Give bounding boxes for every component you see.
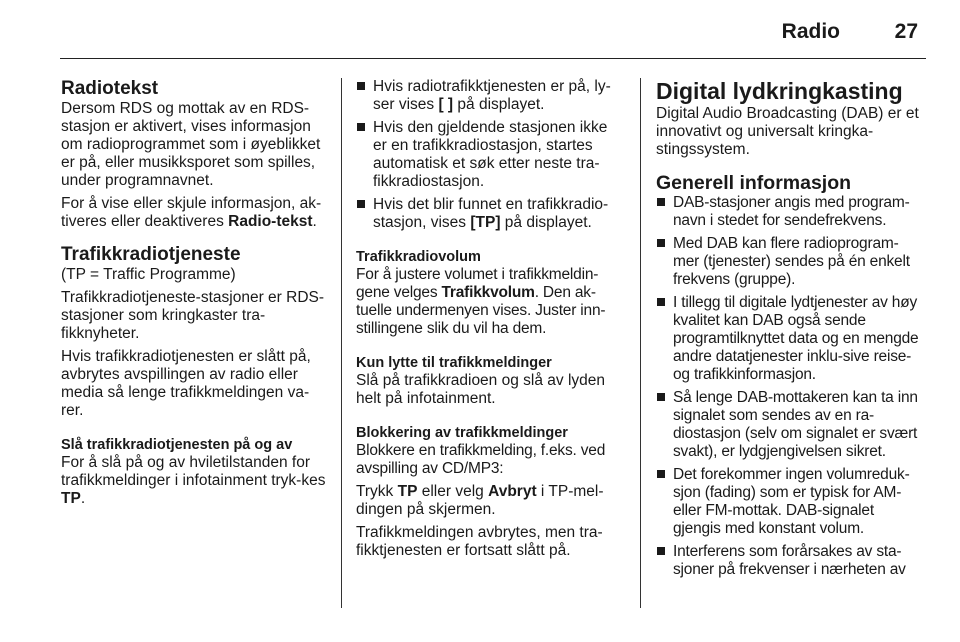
bullet-icon	[357, 82, 365, 90]
text: I tillegg til digitale lydtjenester av høy kvalitet kan DAB også sende programtilknyttet data og en mengde andre datatjenester inklu-sive reise- og trafikkinformasjon.	[673, 294, 919, 383]
paragraph: Digital Audio Broadcasting (DAB) er et innovativt og universalt kringka-stingssystem.	[656, 105, 919, 158]
bullet-icon	[657, 239, 665, 247]
section-title: Radio	[781, 20, 840, 43]
paragraph: Blokkere en trafikkmelding, f.eks. ved avspilling av CD/MP3:	[356, 442, 606, 477]
page-number: 27	[894, 20, 918, 43]
text: eller velg	[417, 483, 489, 500]
text: For å vise eller skjule informasjon, ak-tiveres eller deaktiveres	[61, 195, 322, 230]
text: Trykk	[356, 483, 398, 500]
text: . Den ak-tuelle undermenyen vises. Juster inn-stillingene slik du vil ha dem.	[356, 284, 606, 337]
onoff-heading: Slå trafikkradiotjenesten på og av	[61, 437, 293, 453]
bullet-icon	[657, 298, 665, 306]
bullet-icon	[357, 200, 365, 208]
text: på displayet.	[500, 214, 592, 231]
list-item	[656, 543, 924, 579]
text: Hvis radiotrafikktjenesten er på, ly-ser vises	[373, 78, 611, 113]
button-term: TP	[397, 483, 418, 500]
paragraph: (TP = Traffic Programme)	[61, 266, 236, 283]
list-item	[356, 119, 623, 191]
text: Hvis det blir funnet en trafikkradio-stasjon, vises	[373, 196, 609, 231]
text: Interferens som forårsakes av sta-sjoner på frekvenser i nærheten av	[673, 543, 906, 578]
column-3	[656, 78, 924, 584]
paragraph: Trafikkradiotjeneste-stasjoner er RDS-stasjoner som kringkaster tra-fikknyheter.	[61, 289, 325, 342]
paragraph: Hvis trafikkradiotjenesten er slått på, avbrytes avspillingen av radio eller media så lenge trafikkmeldingen va-rer.	[61, 348, 311, 419]
paragraph: Slå på trafikkradioen og slå av lyden helt på infotainment.	[356, 372, 606, 407]
paragraph: Trafikkmeldingen avbrytes, men tra-fikktjenesten er fortsatt slått på.	[356, 524, 603, 559]
text: For å justere volumet i trafikkmeldin-gene velges	[356, 266, 599, 301]
list-item	[356, 78, 623, 114]
bullet-icon	[357, 123, 365, 131]
bullet-icon	[657, 547, 665, 555]
text: For å slå på og av hviletilstanden for trafikkmeldinger i infotainment tryk-kes	[61, 454, 326, 489]
button-term: TP	[61, 490, 81, 507]
display-term: [TP]	[470, 214, 501, 231]
text: Med DAB kan flere radioprogram-mer (tjenester) sendes på én enkelt frekvens (gruppe).	[673, 235, 910, 288]
text: .	[312, 213, 317, 230]
paragraph: Dersom RDS og mottak av en RDS-stasjon er aktivert, vises informasjon om radioprogrammet som i øyeblikket er på, eller musikksporet som spilles, under programnavnet.	[61, 100, 321, 189]
paragraph	[356, 483, 623, 519]
column-2	[356, 78, 623, 560]
list-item	[656, 294, 924, 384]
text: DAB-stasjoner angis med program-navn i stedet for sendefrekvens.	[673, 194, 910, 229]
only-traffic-heading: Kun lytte til trafikkmeldinger	[356, 355, 552, 371]
bullet-icon	[657, 470, 665, 478]
bullet-list	[656, 194, 924, 579]
bullet-icon	[657, 393, 665, 401]
paragraph	[61, 454, 327, 508]
display-term: [ ]	[438, 96, 454, 113]
trafikkradio-heading: Trafikkradiotjeneste	[61, 244, 241, 265]
text: .	[80, 490, 86, 507]
volume-heading: Trafikkradiovolum	[356, 249, 481, 265]
column-1	[61, 78, 327, 508]
text: Så lenge DAB-mottakeren kan ta inn signalet som sendes av en ra-diostasjon (selv om signalet er svært svakt), er lydgjengivelsen sikret.	[673, 389, 918, 460]
menu-term: Radio-tekst	[228, 213, 313, 230]
text: i TP-mel-dingen på skjermen.	[356, 483, 604, 518]
menu-term: Avbryt	[488, 483, 537, 500]
dab-heading: Digital lydkringkasting	[656, 78, 903, 104]
general-info-heading: Generell informasjon	[656, 172, 852, 194]
paragraph	[356, 266, 623, 338]
bullet-list	[356, 78, 623, 232]
column-divider	[640, 78, 641, 608]
text: Hvis den gjeldende stasjonen ikke er en trafikkradiostasjon, startes automatisk et søk etter neste tra-fikkradiostasjon.	[373, 119, 608, 190]
radiotekst-heading: Radiotekst	[61, 78, 159, 99]
block-heading: Blokkering av trafikkmeldinger	[356, 425, 568, 441]
column-divider	[341, 78, 342, 608]
list-item	[656, 235, 924, 289]
text: Det forekommer ingen volumreduk-sjon (fading) som er typisk for AM-eller FM-mottak. DAB-signalet gjengis med konstant volum.	[673, 466, 910, 537]
list-item	[656, 194, 924, 230]
page-header	[60, 0, 926, 59]
bullet-icon	[657, 198, 665, 206]
list-item	[356, 196, 623, 232]
text: på displayet.	[453, 96, 545, 113]
list-item	[656, 389, 924, 461]
list-item	[656, 466, 924, 538]
menu-term: Trafikkvolum	[441, 284, 535, 301]
paragraph	[61, 195, 327, 231]
